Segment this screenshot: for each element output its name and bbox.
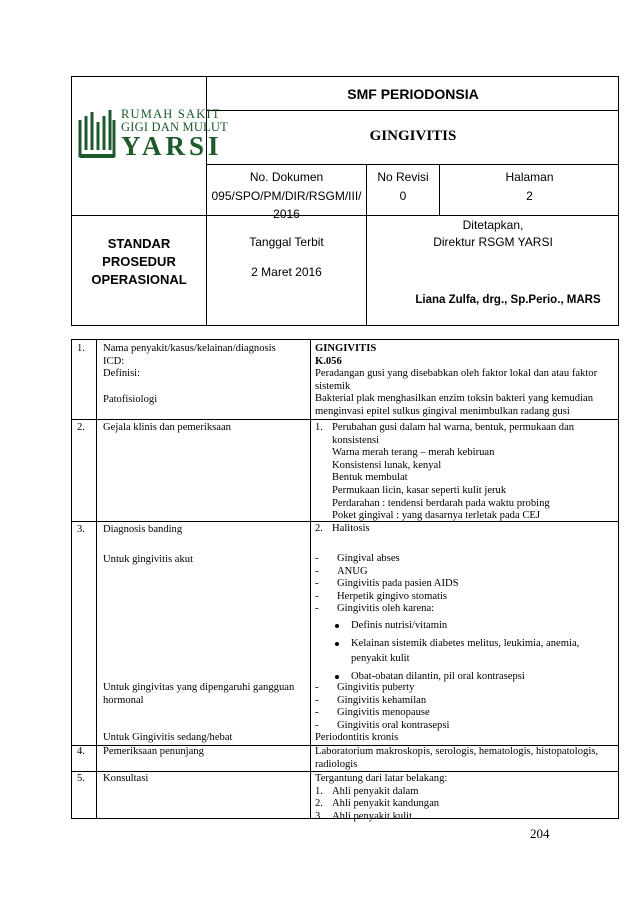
revision-cell <box>367 169 439 204</box>
cause-text: Obat-obatan dilantin, pil oral kontrasepsi <box>351 670 525 682</box>
row-5-label: Konsultasi <box>103 773 149 784</box>
label-differential: Diagnosis banding <box>103 524 183 535</box>
consult-text: Ahli penyakit kulit <box>332 810 413 822</box>
procedure-table <box>71 339 619 822</box>
document-title: GINGIVITIS <box>369 128 457 144</box>
sop-line-3: OPERASIONAL <box>91 272 187 287</box>
page-value: 2 <box>526 189 533 203</box>
doc-number-value-1: 095/SPO/PM/DIR/RSGM/III/ <box>211 189 362 203</box>
row-3-labels <box>103 524 308 566</box>
logo-mark-icon <box>78 108 116 160</box>
row-5-values <box>315 773 615 823</box>
row-1-number: 1. <box>77 343 85 354</box>
page-cell <box>440 169 619 204</box>
sop-label <box>72 235 206 289</box>
severe-value: Periodontitis kronis <box>315 732 399 743</box>
acute-item <box>315 591 615 604</box>
revision-label: No Revisi <box>377 170 429 184</box>
consult-num: 2. <box>315 798 323 810</box>
label-definition: Definisi: <box>103 368 141 380</box>
hormonal-list <box>315 682 615 732</box>
acute-item-text: Herpetik gingivo stomatis <box>337 590 448 602</box>
symptom-line: Poket gingival : yang dasarnya terletak pada CEJ <box>332 510 540 522</box>
doc-number-label: No. Dokumen <box>249 170 324 184</box>
logo-text-1: RUMAH SAKIT <box>121 107 221 121</box>
row-4-label: Pemeriksaan penunjang <box>103 746 204 757</box>
symptom-line: Permukaan licin, kasar seperti kulit jeruk <box>332 484 507 496</box>
approval-cell <box>367 217 619 308</box>
label-acute: Untuk gingivitis akut <box>103 553 194 565</box>
hormonal-text: Gingivitis puberty <box>337 682 415 693</box>
hormonal-item <box>315 720 615 733</box>
row-3-number: 3. <box>77 524 85 535</box>
sop-line-1: STANDAR <box>107 236 171 251</box>
label-hormonal-2: hormonal <box>103 694 144 706</box>
acute-item-text: Gingival abses <box>337 553 400 564</box>
dash: - <box>315 565 319 577</box>
acute-item-text: Gingivitis pada pasien AIDS <box>337 578 459 590</box>
department-title: SMF PERIODONSIA <box>347 86 479 102</box>
symptom-number-2: 2. <box>315 522 323 534</box>
dash: - <box>315 719 319 731</box>
symptom-line: Perubahan gusi dalam hal warna, bentuk, permukaan dan <box>332 422 575 433</box>
cause-item <box>315 636 615 651</box>
icd-code: K.056 <box>315 355 342 367</box>
consult-text: Ahli penyakit dalam <box>332 785 419 797</box>
symptom-line: Konsistensi lunak, kenyal <box>332 459 442 471</box>
acute-item <box>315 603 615 616</box>
acute-list <box>315 553 615 684</box>
consult-intro: Tergantung dari latar belakang: <box>315 773 448 784</box>
row-1-values <box>315 343 615 419</box>
row-2-label: Gejala klinis dan pemeriksaan <box>103 422 231 433</box>
issued-cell <box>207 234 366 280</box>
patho-1: Bakterial plak menghasilkan enzim toksin bakteri yang kemudian <box>315 393 594 405</box>
acute-item <box>315 578 615 591</box>
dash: - <box>315 578 319 590</box>
cause-text: Kelainan sistemik diabetes melitus, leukimia, anemia, <box>351 637 580 649</box>
acute-item-text: ANUG <box>337 565 368 577</box>
label-hormonal-1: Untuk gingivitas yang dipengaruhi gangguan <box>103 682 295 693</box>
supporting-exam-2: radiologis <box>315 758 358 770</box>
hormonal-item <box>315 695 615 708</box>
symptom-line: Bentuk membulat <box>332 472 408 484</box>
acute-item <box>315 566 615 579</box>
hormonal-item <box>315 707 615 720</box>
logo-text-3: YARSI <box>121 131 223 161</box>
dash: - <box>315 707 319 719</box>
cause-item-cont: penyakit kulit <box>351 652 410 664</box>
label-icd: ICD: <box>103 355 125 367</box>
page-label: Halaman <box>505 170 554 184</box>
page-number: 204 <box>530 826 550 841</box>
disease-name: GINGIVITIS <box>315 343 377 354</box>
cause-item <box>315 618 615 633</box>
approved-label: Ditetapkan, <box>462 218 524 232</box>
row-4-values <box>315 746 617 771</box>
definition-1: Peradangan gusi yang disebabkan oleh faktor lokal dan atau faktor <box>315 368 598 380</box>
label-hormonal <box>103 682 308 707</box>
label-disease-name: Nama penyakit/kasus/kelainan/diagnosis <box>103 343 276 354</box>
doc-number-value-2: 2016 <box>273 207 300 221</box>
consult-text: Ahli penyakit kandungan <box>332 798 440 810</box>
revision-value: 0 <box>399 189 407 203</box>
row-5-number: 5. <box>77 773 85 784</box>
dash: - <box>315 590 319 602</box>
approved-by: Direktur RSGM YARSI <box>433 235 553 249</box>
consult-num: 1. <box>315 785 323 797</box>
label-pathophysiology: Patofisiologi <box>103 393 158 405</box>
doc-number-cell <box>207 169 366 222</box>
row-1-labels <box>103 343 308 406</box>
consult-num: 3. <box>315 810 323 822</box>
symptom-number-1: 1. <box>315 422 323 433</box>
acute-item-text: Gingivitis oleh karena: <box>337 603 435 615</box>
symptom-line: Warna merah terang – merah kebiruan <box>332 447 495 459</box>
sop-line-2: PROSEDUR <box>102 254 176 269</box>
dash: - <box>315 694 319 706</box>
patho-2: menginvasi epitel sulkus gingival menimbulkan radang gusi <box>315 405 570 417</box>
cause-text: Definis nutrisi/vitamin <box>351 619 448 631</box>
label-severe: Untuk Gingivitis sedang/hebat <box>103 732 233 743</box>
acute-item <box>315 553 615 566</box>
dash: - <box>315 603 319 615</box>
symptom-line: konsistensi <box>332 434 380 446</box>
dash: - <box>315 682 319 693</box>
row-4-number: 4. <box>77 746 85 757</box>
logo-text-2: GIGI DAN MULUT <box>121 120 228 134</box>
hormonal-text: Gingivitis menopause <box>337 707 430 719</box>
definition-2: sistemik <box>315 380 351 392</box>
hospital-logo <box>78 107 228 162</box>
consult-item <box>315 811 615 824</box>
hormonal-text: Gingivitis kehamilan <box>337 694 427 706</box>
signatory: Liana Zulfa, drg., Sp.Perio., MARS <box>415 294 601 306</box>
symptom-halitosis: Halitosis <box>332 522 370 534</box>
consult-item <box>315 798 615 811</box>
symptom-line: Perdarahan : tendensi berdarah pada waktu probing <box>332 497 550 509</box>
consult-item <box>315 786 615 799</box>
row-2-values <box>315 422 615 535</box>
dash: - <box>315 553 319 564</box>
hormonal-text: Gingivitis oral kontrasepsi <box>337 719 450 731</box>
supporting-exam-1: Laboratorium makroskopis, serologis, hematologis, histopatologis, <box>315 746 599 757</box>
issued-label: Tanggal Terbit <box>249 235 324 249</box>
row-2-number: 2. <box>77 422 85 433</box>
hormonal-item <box>315 682 615 695</box>
issued-date: 2 Maret 2016 <box>251 265 322 279</box>
